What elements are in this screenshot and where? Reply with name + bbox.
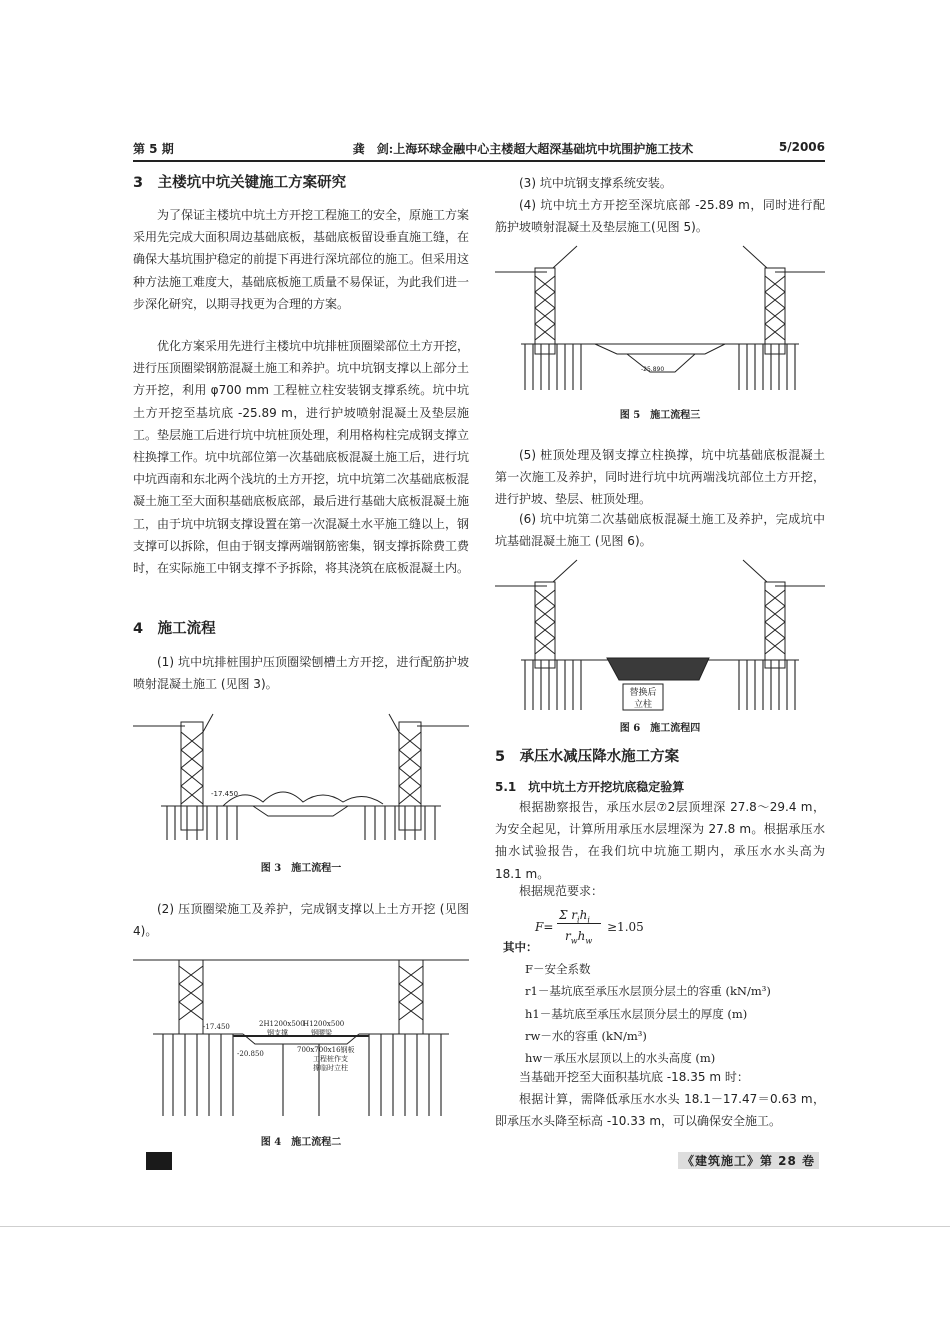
figure-6-diagram — [495, 556, 825, 716]
figure-4-level-1: -17.450 — [203, 1023, 230, 1031]
step-5-text: (5) 桩顶处理及钢支撑立柱换撑，坑中坑基础底板混凝土第一次施工及养护，同时进行坑中坑两端浅坑部位土方开挖，进行护坡、垫层、桩顶处理。 — [495, 448, 825, 507]
section-5-paragraph-3: 当基础开挖至大面积基坑底 -18.35 m 时： — [519, 1070, 749, 1084]
figure-4-beam-label-2: 钢腰梁 — [311, 1029, 332, 1037]
figure-4-col-label-3: 撑临时立柱 — [313, 1064, 348, 1072]
step-1-text: (1) 坑中坑排桩围护压顶圈梁刨槽土方开挖，进行配筋护坡喷射混凝土施工 (见图 3)。 — [133, 655, 469, 692]
formula-lhs: F= — [535, 920, 554, 934]
figure-4-level-2: -20.850 — [237, 1050, 264, 1058]
figure-3-caption: 图 3 施工流程一 — [260, 863, 342, 874]
step-2-text: (2) 压顶圈梁施工及养护，完成钢支撑以上土方开挖 (见图 4)。 — [133, 902, 469, 939]
figure-6-label: 替换后 — [629, 688, 657, 698]
def-rw: rw－水的容重 (kN/m³) — [525, 1028, 647, 1043]
formula-numerator-r: Σ r — [559, 908, 578, 922]
formula-numerator-h-sub: i — [587, 915, 590, 925]
def-F: F－安全系数 — [525, 962, 591, 977]
page-number-block — [146, 1152, 172, 1170]
section-5-paragraph-4: 根据计算，需降低承压水水头 18.1－17.47＝0.63 m，即承压水头降至标高 -10.33 m，可以确保安全施工。 — [495, 1092, 825, 1129]
article-title: 龚 剑:上海环球金融中心主楼超大超深基础坑中坑围护施工技术 — [352, 142, 694, 156]
section-3-paragraph-1: 为了保证主楼坑中坑土方开挖工程施工的安全，原施工方案采用先完成大面积周边基础底板，基础底板留设垂直施工缝，在确保大基坑围护稳定的前提下再进行深坑部位的施工。但采用这种方法施工难度大，基础底板施工质量不易保证，为此我们进一步深化研究，以期寻找更为合理的方案。 — [133, 208, 470, 311]
header-rule — [133, 160, 825, 162]
formula-rhs: ≥1.05 — [607, 920, 644, 934]
def-r1: r1－基坑底至承压水层顶分层土的容重 (kN/m³) — [525, 984, 771, 999]
figure-5-caption: 图 5 施工流程三 — [619, 410, 701, 421]
page-bottom-rule — [0, 1226, 950, 1227]
figure-4-diagram — [133, 956, 469, 1124]
figure-4-col-label: 700x700x16钢板 — [297, 1046, 355, 1054]
section-4-heading: 4 施工流程 — [133, 621, 216, 637]
figure-3-diagram — [133, 712, 469, 842]
section-5-heading: 5 承压水减压降水施工方案 — [495, 749, 680, 765]
section-5-paragraph-1: 根据勘察报告，承压水层⑦2层顶埋深 27.8～29.4 m，为安全起见，计算所用承压水层埋深为 27.8 m。根据承压水抽水试验报告，在我们坑中坑施工期内，承压水水头高为 18.1 m。 — [495, 800, 825, 881]
figure-6-slab — [607, 658, 709, 680]
figure-5-level-label: -25.890 — [641, 366, 665, 373]
figure-4-steel-label: 2H1200x500 — [259, 1020, 305, 1028]
figure-6-label-2: 立柱 — [633, 700, 653, 710]
step-6-text: (6) 坑中坑第二次基础底板混凝土施工及养护，完成坑中坑基础混凝土施工 (见图 6)。 — [495, 512, 825, 549]
figure-4-col-label-2: 工程桩作支 — [313, 1055, 348, 1063]
step-3-text: (3) 坑中坑钢支撑系统安装。 — [519, 176, 672, 190]
figure-5-diagram — [495, 240, 825, 396]
section-5-paragraph-2: 根据规范要求： — [519, 884, 604, 898]
formula-denominator-r: r — [565, 929, 571, 943]
issue-date: 5/2006 — [778, 140, 825, 154]
section-3-paragraph-2: 优化方案采用先进行主楼坑中坑排桩顶圈梁部位土方开挖，进行压顶圈梁钢筋混凝土施工和养护。坑中坑钢支撑以上部分土方开挖，利用 φ700 mm 工程桩立柱安装钢支撑系统。坑中坑土方开挖至基坑底 -25.89 m，进行护坡喷射混凝土及垫层施工。垫层施工后进行坑中坑桩顶处理，利用格构柱完成钢支撑立柱换撑工作。坑中坑部位第一次基础底板混凝土施工后，进行坑中坑西南和东北两个浅坑的土方开挖，坑中坑第二次基础底板混凝土施工至大面积基础底板底部，最后进行基础大底板混凝土施工，由于坑中坑钢支撑设置在第一次混凝土水平施工缝以上，钢支撑可以拆除，但由于钢支撑两端钢筋密集，钢支撑拆除费工费时，在实际施工中钢支撑不予拆除，将其浇筑在底板混凝土内。 — [133, 339, 470, 576]
variable-definitions — [503, 936, 823, 1069]
formula-numerator-h: h — [579, 908, 588, 922]
figure-6-caption: 图 6 施工流程四 — [619, 723, 701, 734]
figure-4-beam-label: H1200x500 — [303, 1020, 345, 1028]
section-5-1-heading: 5.1 坑中坑土方开挖坑底稳定验算 — [495, 780, 685, 794]
def-hw: hw－承压水层顶以上的水头高度 (m) — [525, 1051, 716, 1066]
figure-4-steel-label-2: 钢支撑 — [267, 1029, 288, 1037]
figure-4-caption: 图 4 施工流程二 — [260, 1137, 342, 1148]
figure-3-level-label: -17.450 — [211, 790, 239, 798]
step-4-text: (4) 坑中坑土方开挖至深坑底部 -25.89 m，同时进行配筋护坡喷射混凝土及垫层施工(见图 5)。 — [495, 198, 825, 235]
running-header — [133, 140, 825, 158]
formula-denominator-h: h — [577, 929, 586, 943]
formula-denominator-h-sub: w — [585, 936, 593, 946]
def-h1: h1－基坑底至承压水层顶分层土的厚度 (m) — [525, 1006, 748, 1021]
issue-number: 第 5 期 — [133, 142, 174, 156]
journal-footer: 《建筑施工》第 28 卷 — [678, 1152, 819, 1169]
formula-numerator-r-sub: i — [577, 915, 580, 925]
section-3-heading: 3 主楼坑中坑关键施工方案研究 — [133, 175, 347, 191]
where-label: 其中： — [503, 940, 538, 954]
formula-denominator-r-sub: w — [570, 936, 578, 946]
